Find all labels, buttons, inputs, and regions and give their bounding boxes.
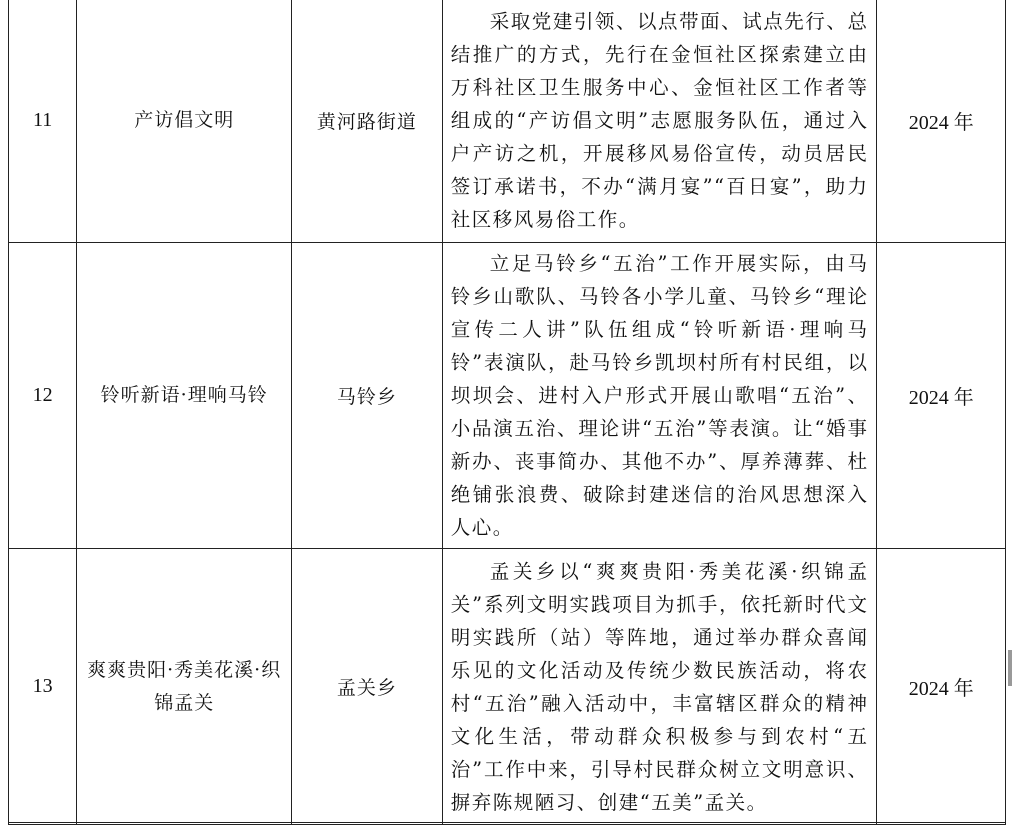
- table-row: [9, 549, 1006, 825]
- project-name-text: 爽爽贵阳·秀美花溪·织锦孟关: [87, 658, 282, 714]
- project-description: [442, 243, 877, 549]
- project-year: 2024 年: [877, 549, 1006, 825]
- project-name-text: 铃听新语·理响马铃: [100, 384, 268, 406]
- row-index: 11: [9, 0, 77, 243]
- project-description-text: 采取党建引领、以点带面、试点先行、总结推广的方式，先行在金恒社区探索建立由万科社区卫生服务中心、金恒社区工作者等组成的“产访倡文明”志愿服务队伍，通过入户产访之机，开展移风易俗宣传，动员居民签订承诺书，不办“满月宴”“百日宴”，助力社区移风易俗工作。: [450, 10, 869, 231]
- project-year: 2024 年: [877, 0, 1006, 243]
- scroll-edge-marker: [1008, 650, 1012, 686]
- project-description-text: 孟关乡以“爽爽贵阳·秀美花溪·织锦孟关”系列文明实践项目为抓手，依托新时代文明实践所（站）等阵地，通过举办群众喜闻乐见的文化活动及传统少数民族活动，将农村“五治”融入活动中，丰富辖区群众的精神文化生活，带动群众积极参与到农村“五治”工作中来，引导村民群众树立文明意识、摒弃陈规陋习、创建“五美”孟关。: [450, 559, 869, 814]
- project-description: [442, 549, 877, 825]
- table-row: [9, 243, 1006, 549]
- project-name: [77, 0, 292, 243]
- table-bottom-rule: [8, 822, 1006, 823]
- responsible-unit: 孟关乡: [292, 549, 443, 825]
- project-description: [442, 0, 877, 243]
- project-name-text: 产访倡文明: [134, 109, 235, 131]
- responsible-unit: 黄河路街道: [292, 0, 443, 243]
- responsible-unit: 马铃乡: [292, 243, 443, 549]
- table-row: [9, 0, 1006, 243]
- row-index: 13: [9, 549, 77, 825]
- project-description-text: 立足马铃乡“五治”工作开展实际，由马铃乡山歌队、马铃各小学儿童、马铃乡“理论宣传二人讲”队伍组成“铃听新语·理响马铃”表演队，赴马铃乡凯坝村所有村民组，以坝坝会、进村入户形式开展山歌唱“五治”、小品演五治、理论讲“五治”等表演。让“婚事新办、丧事简办、其他不办”、厚养薄葬、杜绝铺张浪费、破除封建迷信的治风思想深入人心。: [450, 252, 869, 539]
- project-name: [77, 243, 292, 549]
- projects-table: [8, 0, 1006, 825]
- project-name: [77, 549, 292, 825]
- row-index: 12: [9, 243, 77, 549]
- project-year: 2024 年: [877, 243, 1006, 549]
